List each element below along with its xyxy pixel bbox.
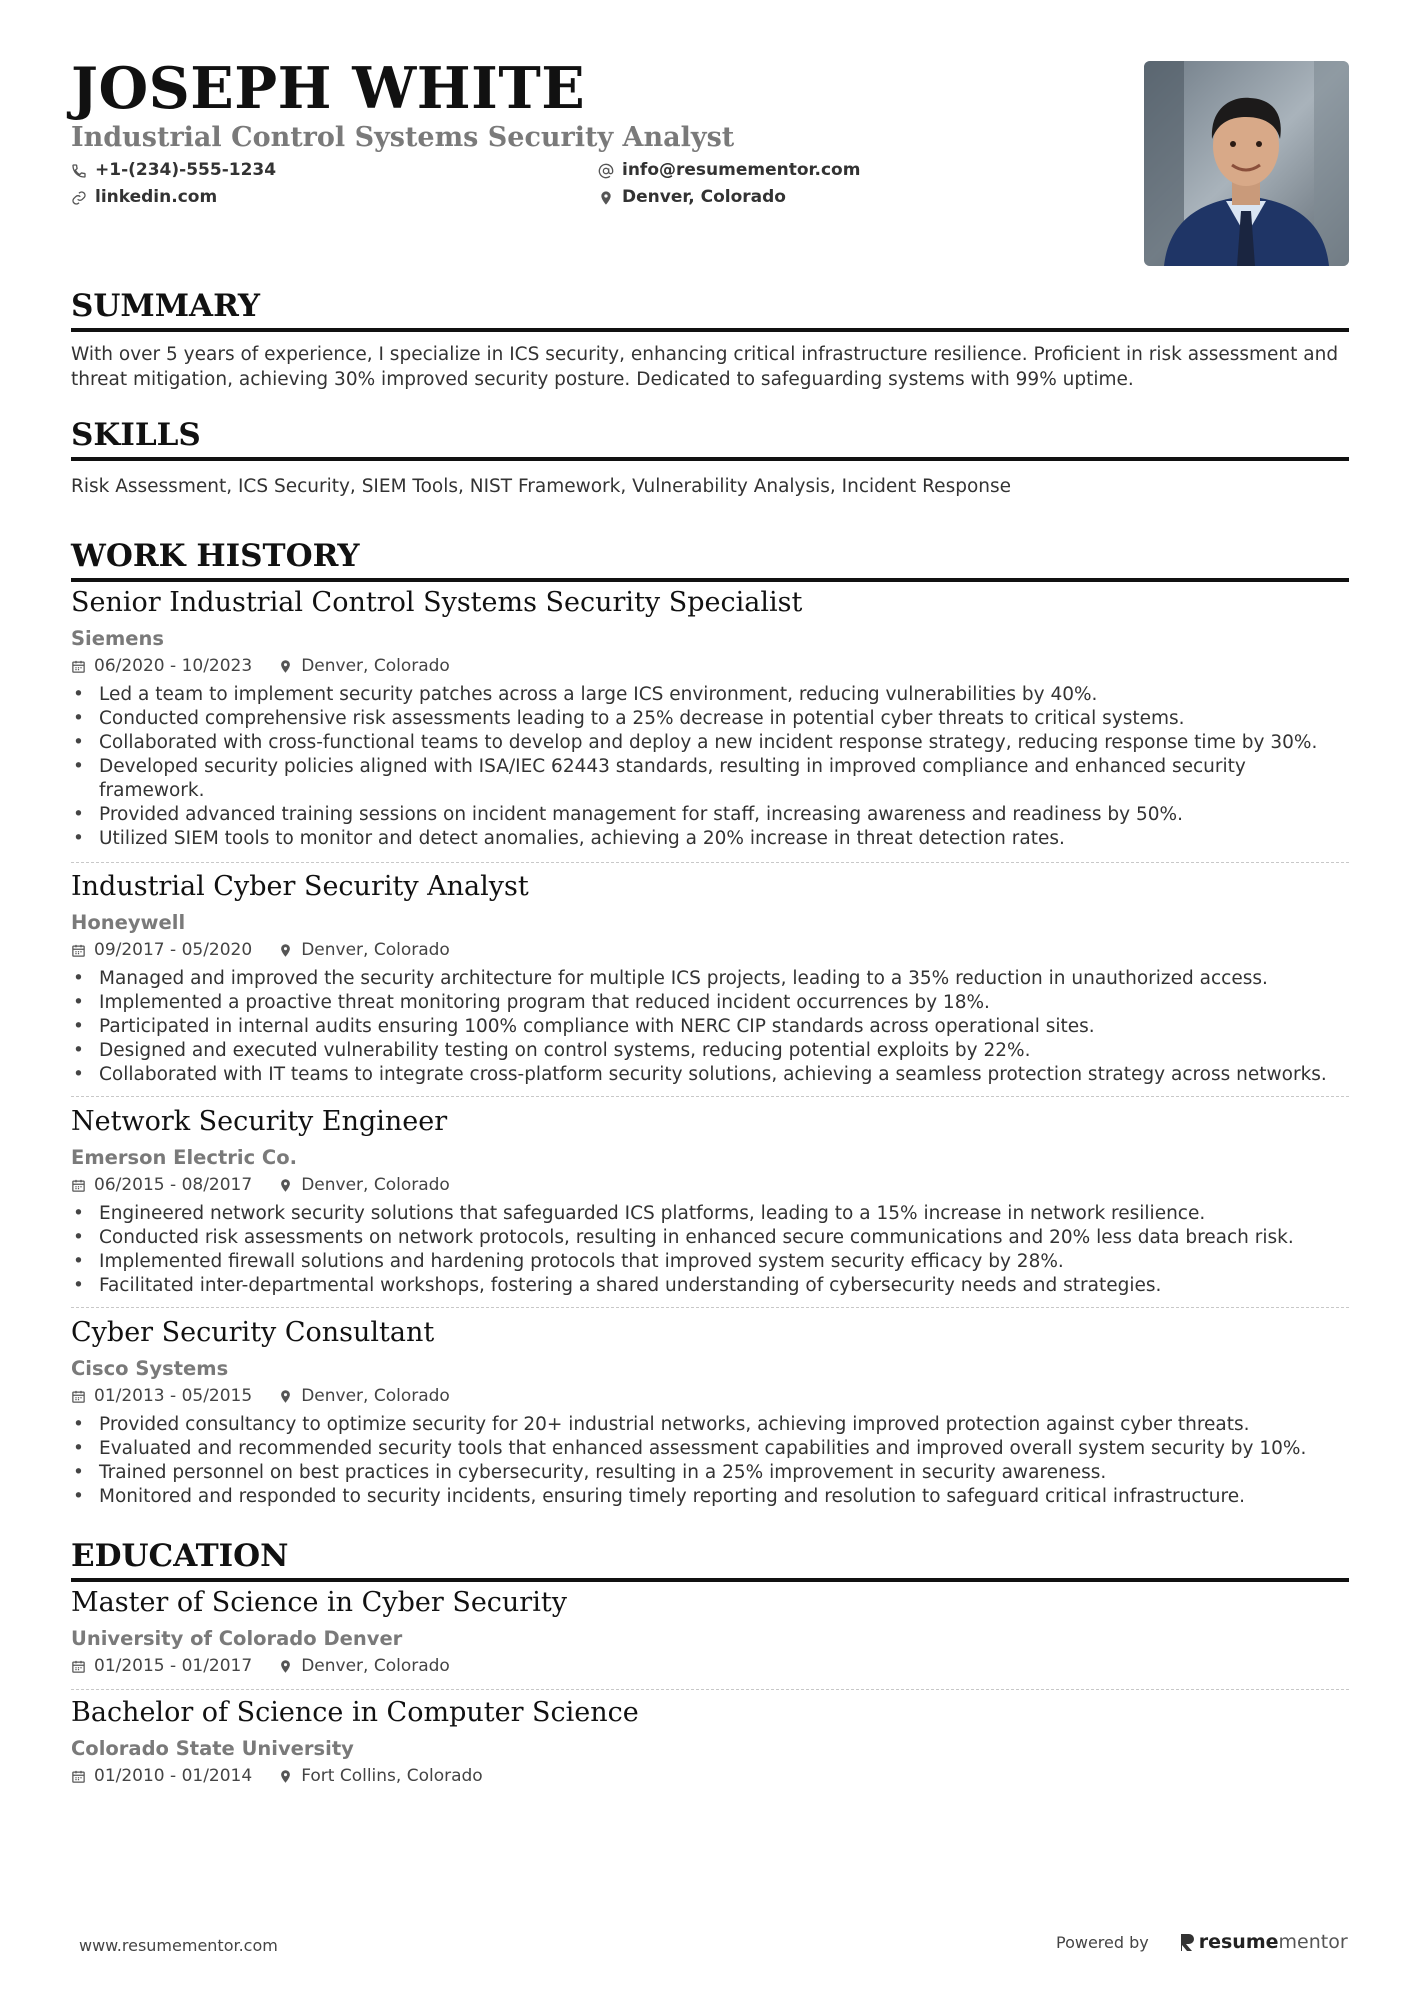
summary-text: With over 5 years of experience, I specialize in ICS security, enhancing critical infrastructure resilience. Proficient in risk assessment and threat mitigation, achieving 30% improved security posture. Dedicated to safeguarding systems with 99% uptime. [71, 344, 1339, 390]
job-meta [71, 1385, 1349, 1406]
job-entry [71, 589, 1349, 851]
job-company: Honeywell [71, 911, 186, 934]
footer-website[interactable]: www.resumementor.com [79, 1936, 278, 1955]
job-bullet: • Collaborated with cross-functional teams to develop and deploy a new incident response strategy, reducing response time by 30%. [71, 731, 1349, 755]
job-location [278, 1385, 450, 1406]
job-location-text: Denver, Colorado [301, 655, 450, 676]
entry-divider [71, 862, 1349, 863]
job-dates-text: 01/2013 - 05/2015 [94, 1385, 253, 1406]
linkedin-text[interactable]: linkedin.com [95, 187, 218, 207]
education-section [71, 1538, 1349, 1582]
work-section [71, 538, 1349, 582]
education-meta [71, 1765, 1349, 1786]
brand-logo[interactable] [1179, 1931, 1348, 1953]
skills-heading: SKILLS [71, 420, 1349, 461]
job-dates-text: 06/2020 - 10/2023 [94, 655, 253, 676]
job-dates-text: 06/2015 - 08/2017 [94, 1174, 253, 1195]
map-pin-icon [278, 659, 293, 674]
job-meta [71, 655, 1349, 676]
job-bullet: • Developed security policies aligned with ISA/IEC 62443 standards, resulting in improved compliance and enhanced security framework. [71, 755, 1349, 803]
candidate-name: JOSEPH WHITE [71, 55, 586, 122]
education-dates [71, 1655, 253, 1676]
link-icon [71, 190, 87, 206]
job-meta [71, 939, 1349, 960]
profile-photo [1144, 61, 1349, 266]
education-dates-text: 01/2010 - 01/2014 [94, 1765, 253, 1786]
candidate-title: Industrial Control Systems Security Analyst [71, 122, 735, 153]
job-bullet: • Evaluated and recommended security tools that enhanced assessment capabilities and improved overall system security by 10%. [71, 1437, 1349, 1461]
map-pin-icon [278, 1659, 293, 1674]
work-heading: WORK HISTORY [71, 541, 1349, 582]
job-bullet: • Utilized SIEM tools to monitor and detect anomalies, achieving a 20% increase in threat detection rates. [71, 827, 1349, 851]
job-title: Industrial Cyber Security Analyst [71, 871, 529, 902]
entry-divider [71, 1689, 1349, 1690]
job-bullet: • Conducted comprehensive risk assessments leading to a 25% decrease in potential cyber threats to critical systems. [71, 707, 1349, 731]
map-pin-icon [278, 1178, 293, 1193]
location-text: Denver, Colorado [622, 187, 786, 207]
resumementor-logo-icon [1179, 1932, 1195, 1952]
job-bullet: • Participated in internal audits ensuring 100% compliance with NERC CIP standards across operational sites. [71, 1015, 1349, 1039]
education-meta [71, 1655, 1349, 1676]
job-location [278, 939, 450, 960]
job-dates [71, 655, 253, 676]
job-bullets [71, 683, 1349, 851]
phone-icon [71, 163, 87, 179]
job-location [278, 1174, 450, 1195]
degree-title: Master of Science in Cyber Security [71, 1587, 567, 1618]
job-title: Network Security Engineer [71, 1106, 448, 1137]
job-bullet: • Implemented a proactive threat monitoring program that reduced incident occurrences by 18%. [71, 991, 1349, 1015]
education-dates-text: 01/2015 - 01/2017 [94, 1655, 253, 1676]
map-pin-icon [278, 1769, 293, 1784]
job-bullet: • Conducted risk assessments on network protocols, resulting in enhanced secure communications and 20% less data breach risk. [71, 1226, 1349, 1250]
brand-bold-text: resume [1198, 1931, 1279, 1953]
job-title: Cyber Security Consultant [71, 1317, 435, 1348]
job-dates [71, 1174, 253, 1195]
job-entry [71, 1319, 1349, 1509]
brand-light-text: mentor [1278, 1931, 1348, 1953]
job-dates-text: 09/2017 - 05/2020 [94, 939, 253, 960]
education-location [278, 1765, 483, 1786]
education-location-text: Denver, Colorado [301, 1655, 450, 1676]
summary-section [71, 288, 1349, 392]
job-entry [71, 1108, 1349, 1298]
map-pin-icon [598, 190, 614, 206]
email-contact [598, 162, 860, 179]
job-dates [71, 1385, 253, 1406]
skills-section [71, 417, 1349, 499]
summary-heading: SUMMARY [71, 291, 1349, 332]
job-meta [71, 1174, 1349, 1195]
job-bullet: • Implemented firewall solutions and hardening protocols that improved system security efficacy by 28%. [71, 1250, 1349, 1274]
job-location-text: Denver, Colorado [301, 1174, 450, 1195]
entry-divider [71, 1096, 1349, 1097]
education-heading: EDUCATION [71, 1541, 1349, 1582]
job-bullet: • Trained personnel on best practices in cybersecurity, resulting in a 25% improvement in security awareness. [71, 1461, 1349, 1485]
job-bullet: • Facilitated inter-departmental workshops, fostering a shared understanding of cybersecurity needs and strategies. [71, 1274, 1349, 1298]
job-bullet: • Designed and executed vulnerability testing on control systems, reducing potential exploits by 22%. [71, 1039, 1349, 1063]
job-company: Cisco Systems [71, 1357, 229, 1380]
school-name: University of Colorado Denver [71, 1627, 403, 1650]
calendar-icon [71, 1178, 86, 1193]
education-entry [71, 1699, 1349, 1785]
footer-branding [1056, 1931, 1348, 1953]
calendar-icon [71, 1389, 86, 1404]
calendar-icon [71, 1659, 86, 1674]
education-location-text: Fort Collins, Colorado [301, 1765, 483, 1786]
map-pin-icon [278, 1389, 293, 1404]
at-icon [598, 163, 614, 179]
job-bullet: • Provided advanced training sessions on incident management for staff, increasing awareness and readiness by 50%. [71, 803, 1349, 827]
calendar-icon [71, 943, 86, 958]
job-bullet: • Led a team to implement security patches across a large ICS environment, reducing vulnerabilities by 40%. [71, 683, 1349, 707]
linkedin-contact [71, 189, 217, 206]
job-bullet: • Monitored and responded to security incidents, ensuring timely reporting and resolution to safeguard critical infrastructure. [71, 1485, 1349, 1509]
phone-text: +1-(234)-555-1234 [95, 160, 277, 180]
job-company: Emerson Electric Co. [71, 1146, 298, 1169]
entry-divider [71, 1307, 1349, 1308]
calendar-icon [71, 659, 86, 674]
job-location [278, 655, 450, 676]
degree-title: Bachelor of Science in Computer Science [71, 1697, 639, 1728]
job-bullet: • Provided consultancy to optimize security for 20+ industrial networks, achieving improved protection against cyber threats. [71, 1413, 1349, 1437]
email-text[interactable]: info@resumementor.com [622, 160, 861, 180]
calendar-icon [71, 1769, 86, 1784]
job-location-text: Denver, Colorado [301, 939, 450, 960]
school-name: Colorado State University [71, 1737, 354, 1760]
job-bullets [71, 967, 1349, 1087]
job-title: Senior Industrial Control Systems Security Specialist [71, 587, 803, 618]
job-company: Siemens [71, 627, 164, 650]
job-entry [71, 873, 1349, 1087]
education-location [278, 1655, 450, 1676]
job-bullet: • Managed and improved the security architecture for multiple ICS projects, leading to a 35% reduction in unauthorized access. [71, 967, 1349, 991]
job-bullet: • Engineered network security solutions that safeguarded ICS platforms, leading to a 15% increase in network resilience. [71, 1202, 1349, 1226]
powered-by-text: Powered by [1056, 1932, 1149, 1952]
job-bullets [71, 1413, 1349, 1509]
phone-contact [71, 162, 276, 179]
job-bullets [71, 1202, 1349, 1298]
location-contact [598, 189, 786, 206]
job-location-text: Denver, Colorado [301, 1385, 450, 1406]
map-pin-icon [278, 943, 293, 958]
job-dates [71, 939, 253, 960]
skills-text: Risk Assessment, ICS Security, SIEM Tools, NIST Framework, Vulnerability Analysis, Incident Response [71, 476, 1012, 497]
education-entry [71, 1589, 1349, 1675]
job-bullet: • Collaborated with IT teams to integrate cross-platform security solutions, achieving a seamless protection strategy across networks. [71, 1063, 1349, 1087]
education-dates [71, 1765, 253, 1786]
